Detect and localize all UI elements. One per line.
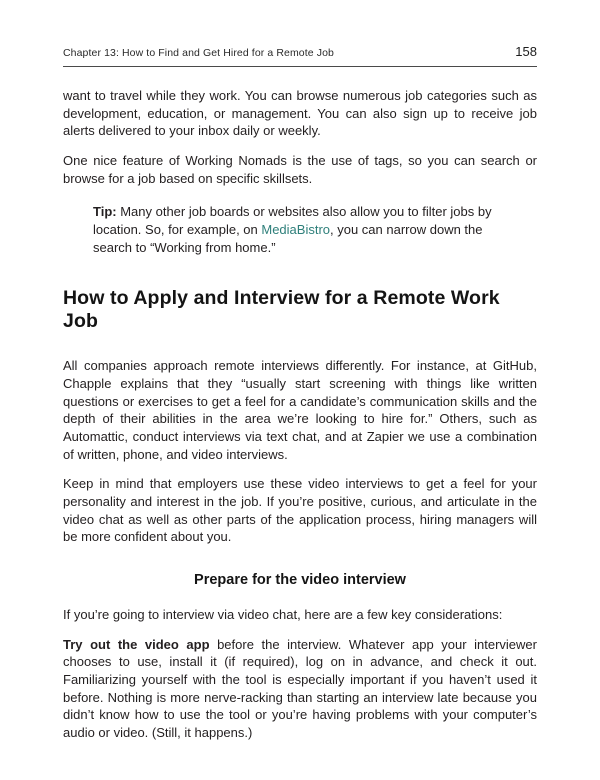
try-video-app-rest: before the interview. Whatever app your interviewer chooses to use, install it (if required), log on in advance, and check it out. Familiarizing yourself with the tool is especially important if you haven’t used it before. Nothing is more nerve-racking than starting an interview late because you didn’t know how to use the tool or you’re having problems with your computer’s audio or video. (Still, it happens.) bbox=[63, 636, 537, 740]
page-number: 158 bbox=[515, 44, 537, 59]
tip-block bbox=[93, 203, 501, 257]
paragraph-video-chat-considerations: If you’re going to interview via video chat, here are a few key considerations: bbox=[63, 606, 503, 622]
chapter-title: Chapter 13: How to Find and Get Hired for a Remote Job bbox=[63, 47, 334, 59]
mediabistro-link[interactable]: MediaBistro bbox=[261, 222, 331, 238]
paragraph-travel-browse: want to travel while they work. You can browse numerous job categories such as development, education, or management. You can also sign up to receive job alerts delivered to your inbox daily or weekly. bbox=[63, 88, 537, 139]
paragraph-working-nomads-tags: One nice feature of Working Nomads is the use of tags, so you can search or browse for a job based on specific skillsets. bbox=[63, 153, 537, 186]
section-heading-apply-interview: How to Apply and Interview for a Remote Work Job bbox=[63, 287, 500, 333]
tip-label: Tip: bbox=[93, 204, 117, 220]
sub-heading-prepare-video-interview: Prepare for the video interview bbox=[194, 571, 406, 588]
paragraph-companies-approach: All companies approach remote interviews differently. For instance, at GitHub, Chapple explains that they “usually start screening with things like written questions or exercises to get a feel for a candidate’s communication skills and the depth of their abilities in the area we’re looking to hire for.” Others, such as Automattic, conduct interviews via text chat, and at Zapier we use a combination of written, phone, and video interviews. bbox=[63, 358, 537, 462]
running-header bbox=[63, 44, 537, 67]
tip-text-after-link: , you can narrow down the search to “Working from home.” bbox=[93, 222, 483, 256]
paragraph-keep-in-mind: Keep in mind that employers use these video interviews to get a feel for your personality and interest in the job. If you’re positive, curious, and articulate in the video chat as well as other parts of the application process, hiring managers will be more confident about you. bbox=[63, 476, 537, 545]
tip-text-before-link: Many other job boards or websites also allow you to filter jobs by location. So, for example, on bbox=[93, 204, 492, 238]
paragraph-try-video-app bbox=[63, 636, 537, 742]
try-video-app-bold-lead: Try out the video app bbox=[63, 636, 210, 652]
